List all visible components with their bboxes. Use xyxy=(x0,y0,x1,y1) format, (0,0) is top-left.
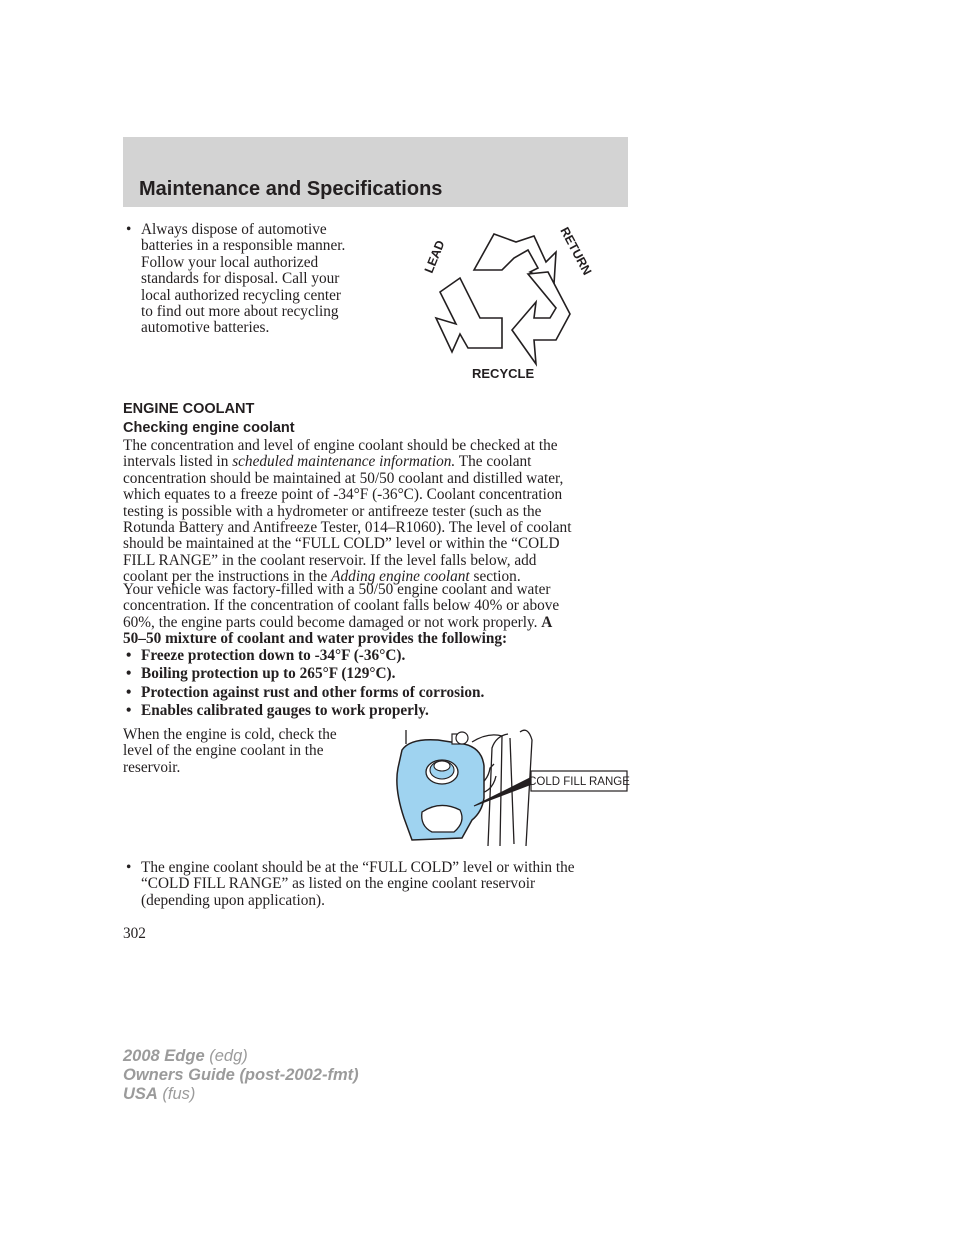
section-subtitle: Checking engine coolant xyxy=(123,420,295,436)
page-number: 302 xyxy=(123,925,146,942)
coolant-benefits-list xyxy=(123,648,628,721)
text-run: coolant per the instructions in the xyxy=(123,568,332,586)
text-run: The coolant xyxy=(455,453,532,471)
cross-reference: Adding engine coolant xyxy=(331,568,470,586)
text-line: (depending upon application). xyxy=(141,891,325,909)
lead-recycle-logo xyxy=(416,222,601,384)
logo-recycle-label: RECYCLE xyxy=(472,366,535,381)
footer-market-code: (fus) xyxy=(157,1085,196,1103)
text-line: testing is possible with a hydrometer or antifreeze tester (such as the xyxy=(123,502,542,520)
text-line: concentration should be maintained at 50/50 coolant and distilled water, xyxy=(123,469,564,487)
text-line: local authorized recycling center xyxy=(141,286,342,304)
text-line: When the engine is cold, check the xyxy=(123,726,337,743)
text-line: “COLD FILL RANGE” as listed on the engine coolant reservoir xyxy=(141,875,536,893)
text-line: concentration. If the concentration of coolant falls below 40% or above xyxy=(123,597,560,615)
text-line: reservoir. xyxy=(123,758,181,776)
list-item-text: Boiling protection up to 265°F (129°C). xyxy=(141,665,396,683)
text-line: should be maintained at the “FULL COLD” level or within the “COLD xyxy=(123,535,560,553)
footer-guide: Owners Guide (post-2002-fmt) xyxy=(123,1066,359,1084)
full-cold-bullet xyxy=(123,860,628,909)
list-item xyxy=(123,685,628,703)
logo-lead-label: LEAD xyxy=(421,238,448,276)
battery-disposal-text xyxy=(141,222,345,337)
text-run: section. xyxy=(469,568,521,586)
text-line: batteries in a responsible manner. xyxy=(141,237,346,255)
text-line: FILL RANGE” in the coolant reservoir. If the level falls below, add xyxy=(123,551,537,569)
text-line: standards for disposal. Call your xyxy=(141,270,340,288)
bold-run: A xyxy=(541,613,553,631)
text-run: 60%, the engine parts could become damaged or not work properly. xyxy=(123,613,542,631)
text-line: which equates to a freeze point of -34°F (-36°C). Coolant concentration xyxy=(123,486,563,504)
text-line: Always dispose of automotive xyxy=(141,221,327,238)
bullet-marker: • xyxy=(126,701,132,719)
coolant-reservoir-figure xyxy=(392,728,632,846)
text-line xyxy=(123,615,628,631)
battery-disposal-bullet xyxy=(123,222,393,337)
footer-model-code: (edg) xyxy=(204,1047,248,1065)
list-item-text: Freeze protection down to -34°F (-36°C). xyxy=(141,647,406,664)
list-item xyxy=(123,648,628,666)
text-run: intervals listed in xyxy=(123,453,233,471)
text-line: automotive batteries. xyxy=(141,319,270,337)
text-line: The concentration and level of engine coolant should be checked at the xyxy=(123,437,558,454)
recycle-arrow-right xyxy=(512,272,570,364)
bullet-marker: • xyxy=(126,221,132,238)
text-line: level of the engine coolant in the xyxy=(123,742,324,760)
bullet-marker: • xyxy=(126,859,132,876)
footer-line xyxy=(123,1066,359,1085)
text-line xyxy=(123,454,628,470)
cold-check-paragraph xyxy=(123,727,373,776)
text-line: Follow your local authorized xyxy=(141,253,319,271)
text-line: 50–50 mixture of coolant and water provides the following: xyxy=(123,630,508,648)
factory-fill-paragraph xyxy=(123,582,628,648)
text-line: to find out more about recycling xyxy=(141,303,339,321)
logo-return-label: RETURN xyxy=(557,224,595,278)
list-item-text: Protection against rust and other forms of corrosion. xyxy=(141,683,485,701)
full-cold-text xyxy=(141,860,575,909)
document-footer xyxy=(123,1047,359,1104)
text-line: The engine coolant should be at the “FULL COLD” level or within the xyxy=(141,859,575,876)
bullet-marker: • xyxy=(126,683,132,701)
cross-reference: scheduled maintenance information. xyxy=(232,453,456,471)
footer-line xyxy=(123,1085,359,1104)
bullet-marker: • xyxy=(126,665,132,683)
coolant-concentration-paragraph xyxy=(123,438,628,586)
footer-line xyxy=(123,1047,359,1066)
recycle-arrow-left xyxy=(436,278,502,352)
bullet-marker: • xyxy=(126,647,132,664)
text-line: Rotunda Battery and Antifreeze Tester, 014–R1060). The level of coolant xyxy=(123,519,572,537)
list-item xyxy=(123,666,628,684)
text-line: Your vehicle was factory-filled with a 50/50 engine coolant and water xyxy=(123,581,551,598)
footer-model: 2008 Edge xyxy=(123,1047,205,1065)
list-item xyxy=(123,703,628,721)
page-title: Maintenance and Specifications xyxy=(139,178,443,200)
list-item-text: Enables calibrated gauges to work properly. xyxy=(141,701,429,719)
section-title: ENGINE COOLANT xyxy=(123,401,255,417)
cold-fill-range-label: COLD FILL RANGE xyxy=(528,776,630,788)
section-header-band xyxy=(123,137,628,207)
footer-market: USA xyxy=(123,1085,158,1103)
